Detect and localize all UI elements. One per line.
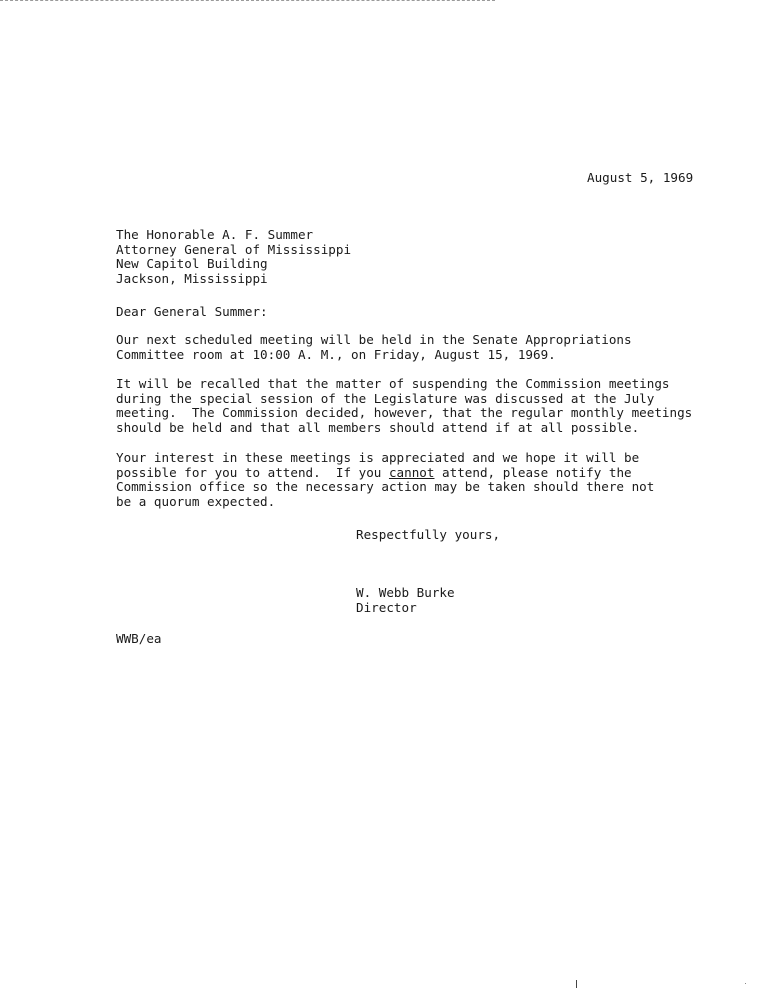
body-paragraph-3	[116, 451, 654, 510]
paragraph-line: during the special session of the Legislature was discussed at the July	[116, 390, 655, 406]
body-paragraph-2	[116, 377, 692, 436]
paragraph-line: It will be recalled that the matter of suspending the Commission meetings	[116, 376, 670, 391]
paragraph-line: Your interest in these meetings is appreciated and we hope it will be	[116, 450, 640, 465]
signature-block	[356, 586, 455, 615]
emphasized-word: cannot	[388, 464, 435, 480]
recipient-line: Attorney General of Mississippi	[116, 241, 352, 257]
paragraph-line: Committee room at 10:00 A. M., on Friday, August 15, 1969.	[116, 346, 556, 362]
paragraph-line: should be held and that all members should attend if at all possible.	[116, 420, 640, 436]
signature-title: Director	[356, 599, 417, 615]
typist-initials: WWB/ea	[116, 631, 162, 646]
paragraph-line: Our next scheduled meeting will be held in the Senate Appropriations	[116, 332, 632, 347]
recipient-line: The Honorable A. F. Summer	[116, 227, 314, 242]
scan-dot	[745, 983, 746, 984]
body-paragraph-1	[116, 333, 632, 362]
paragraph-text: possible for you to attend. If you	[116, 464, 389, 480]
scan-mark	[576, 980, 577, 988]
paragraph-line	[116, 466, 654, 481]
paragraph-text: attend, please notify the	[434, 464, 632, 480]
recipient-line: Jackson, Mississippi	[116, 271, 268, 287]
salutation: Dear General Summer:	[116, 304, 268, 319]
paragraph-line: Commission office so the necessary action may be taken should there not	[116, 479, 655, 495]
recipient-address	[116, 228, 351, 287]
paragraph-line: meeting. The Commission decided, however, that the regular monthly meetings	[116, 405, 693, 421]
signature-name: W. Webb Burke	[356, 585, 455, 600]
recipient-line: New Capitol Building	[116, 256, 268, 272]
paragraph-line: be a quorum expected.	[116, 494, 276, 510]
scan-edge-line	[0, 0, 495, 1]
closing: Respectfully yours,	[356, 527, 501, 542]
letter-date: August 5, 1969	[587, 170, 694, 185]
